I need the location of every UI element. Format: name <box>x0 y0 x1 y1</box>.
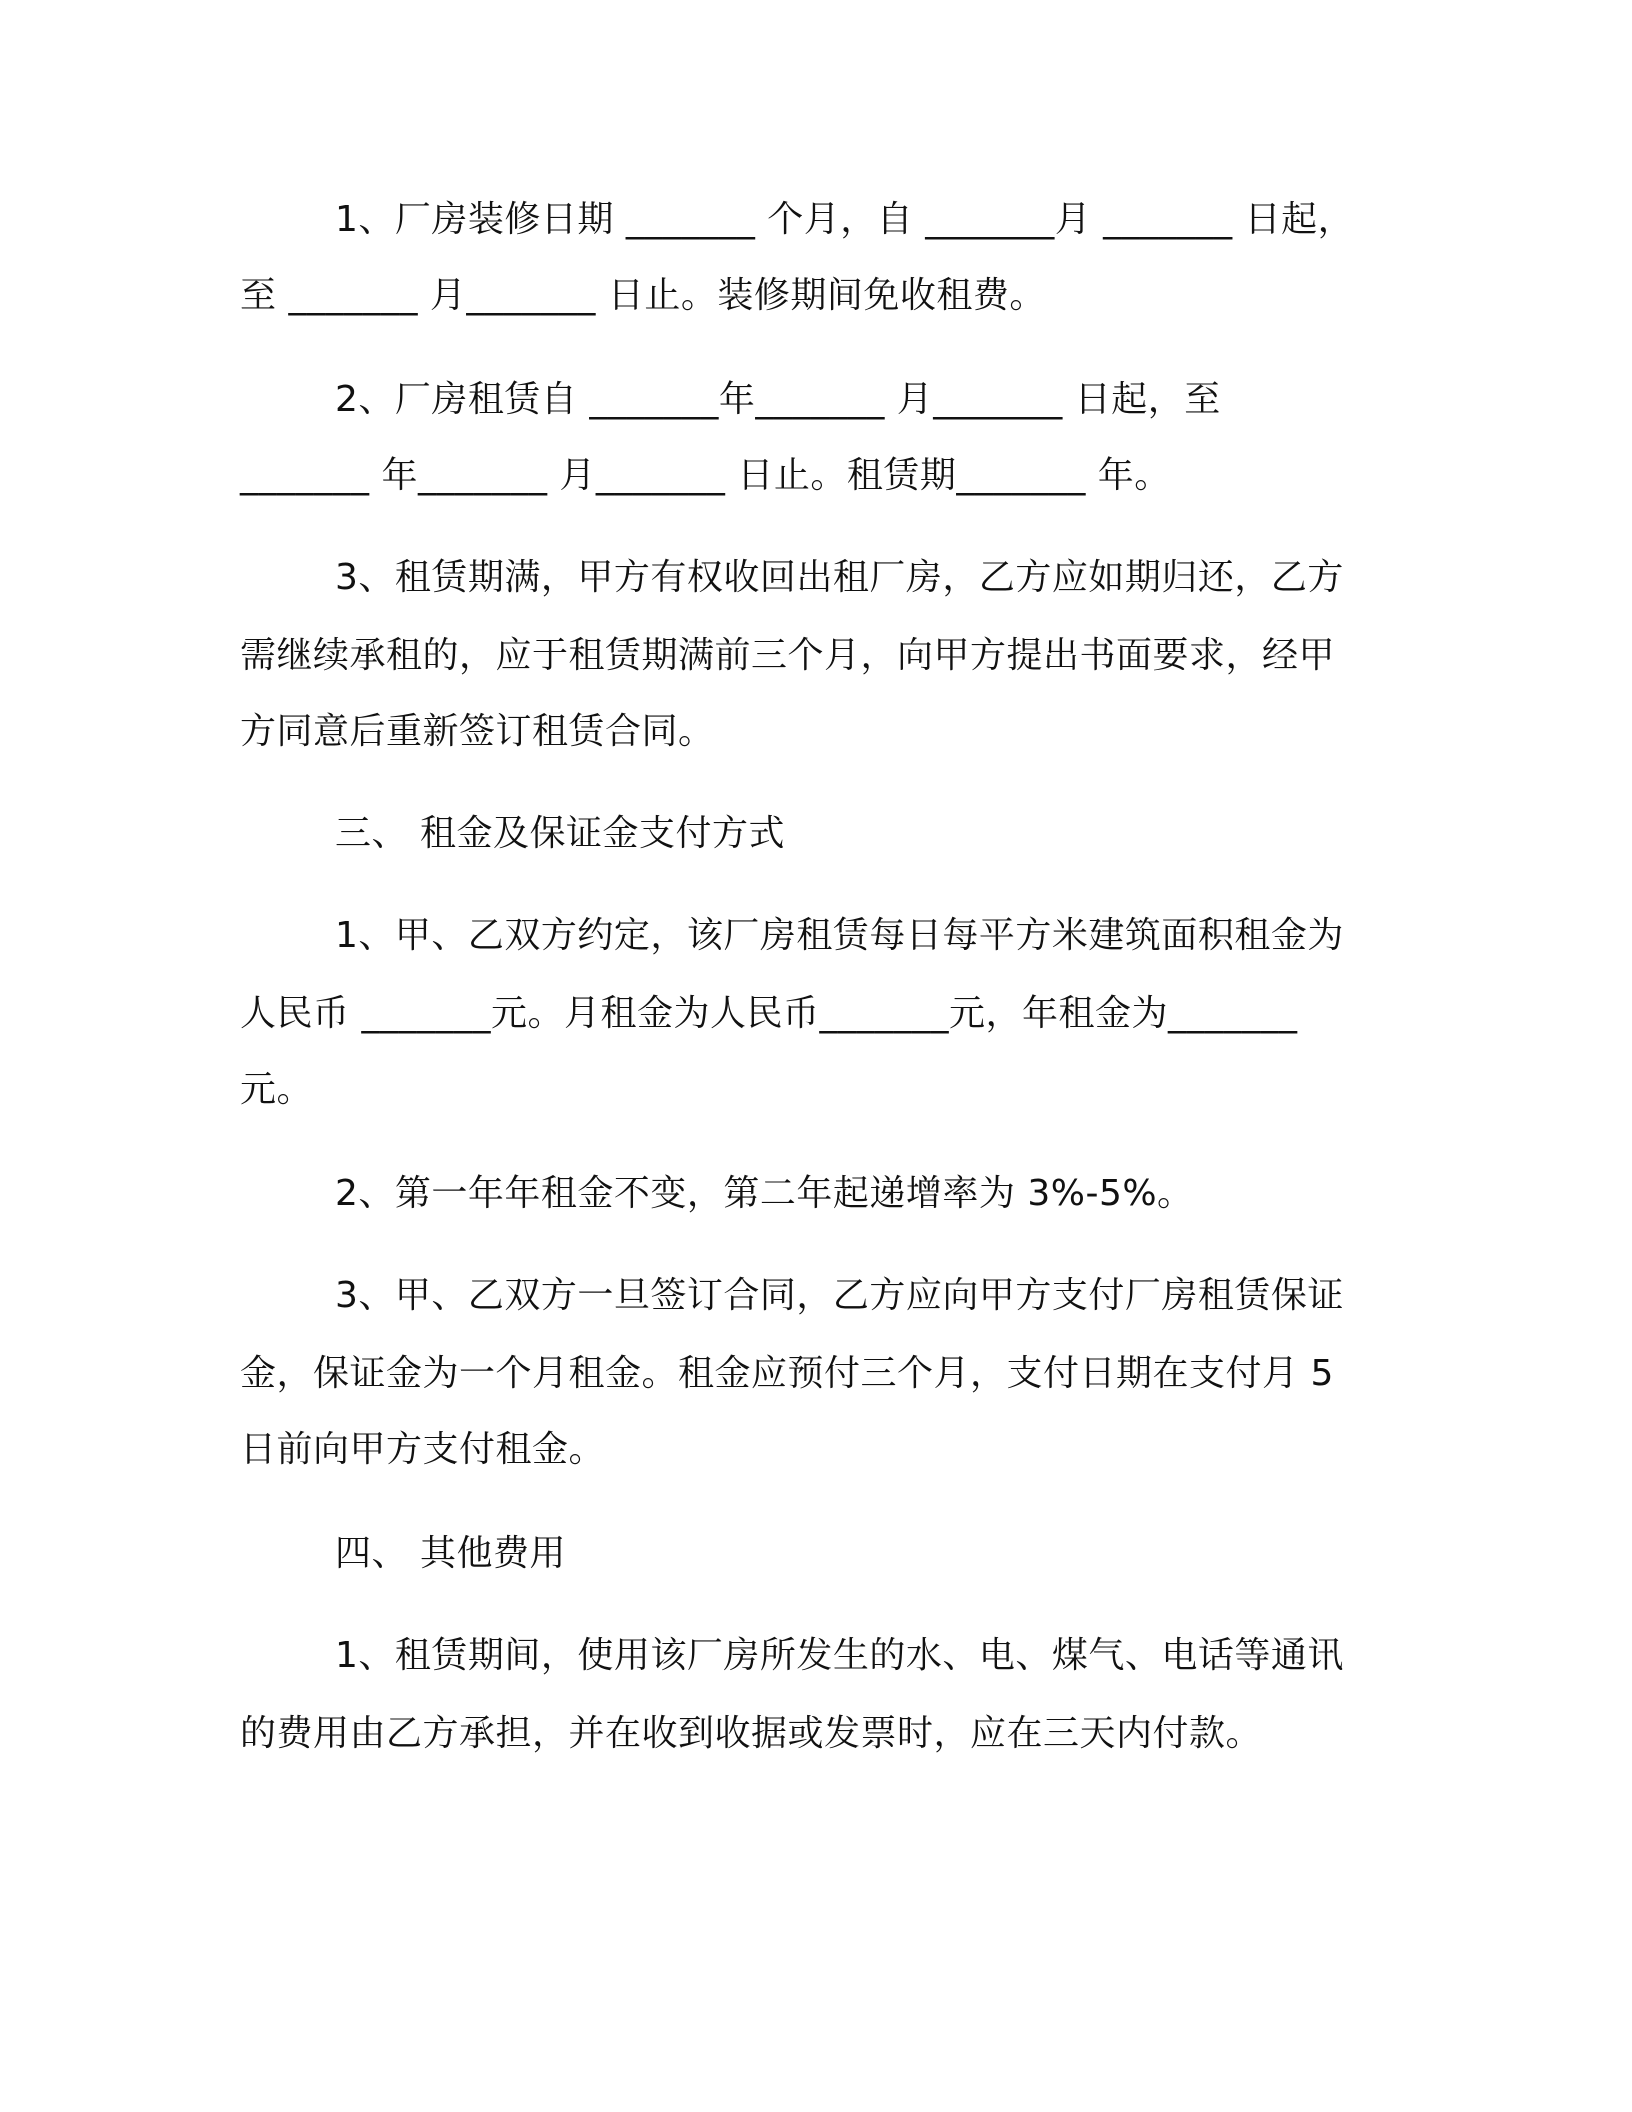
clause-3-line-1: 3、租赁期满，甲方有权收回出租厂房，乙方应如期归还，乙方 <box>335 557 1344 598</box>
clause-3-line-3: 方同意后重新签订租赁合同。 <box>240 711 715 752</box>
rent-clause-3-line-2: 金，保证金为一个月租金。租金应预付三个月，支付日期在支付月 5 <box>240 1353 1334 1394</box>
clause-3-line-2: 需继续承租的，应于租赁期满前三个月，向甲方提出书面要求，经甲 <box>240 635 1336 676</box>
fees-clause-1-line-1: 1、租赁期间，使用该厂房所发生的水、电、煤气、电话等通讯 <box>335 1635 1344 1676</box>
rent-clause-1-line-1: 1、甲、乙双方约定，该厂房租赁每日每平方米建筑面积租金为 <box>335 915 1344 956</box>
section-3-heading: 三、 租金及保证金支付方式 <box>335 813 785 854</box>
rent-clause-3-line-3: 日前向甲方支付租金。 <box>240 1429 606 1470</box>
clause-2-line-2: _______ 年_______ 月_______ 日止。租赁期_______ 年。 <box>240 455 1171 496</box>
section-4-heading: 四、 其他费用 <box>335 1533 566 1574</box>
fees-clause-1-line-2: 的费用由乙方承担，并在收到收据或发票时，应在三天内付款。 <box>240 1713 1263 1754</box>
clause-1-line-1: 1、厂房装修日期 _______ 个月，自 _______月 _______ 日起， <box>335 199 1355 240</box>
rent-clause-1-line-2: 人民币 _______元。月租金为人民币_______元，年租金为_______ <box>240 993 1298 1034</box>
clause-1-line-2: 至 _______ 月_______ 日止。装修期间免收租费。 <box>240 275 1046 316</box>
rent-clause-2-line-1: 2、第一年年租金不变，第二年起递增率为 3%-5%。 <box>335 1173 1194 1214</box>
rent-clause-1-line-3: 元。 <box>240 1069 314 1110</box>
clause-2-line-1: 2、厂房租赁自 _______年_______ 月_______ 日起，至 <box>335 379 1221 420</box>
rent-clause-3-line-1: 3、甲、乙双方一旦签订合同，乙方应向甲方支付厂房租赁保证 <box>335 1275 1344 1316</box>
